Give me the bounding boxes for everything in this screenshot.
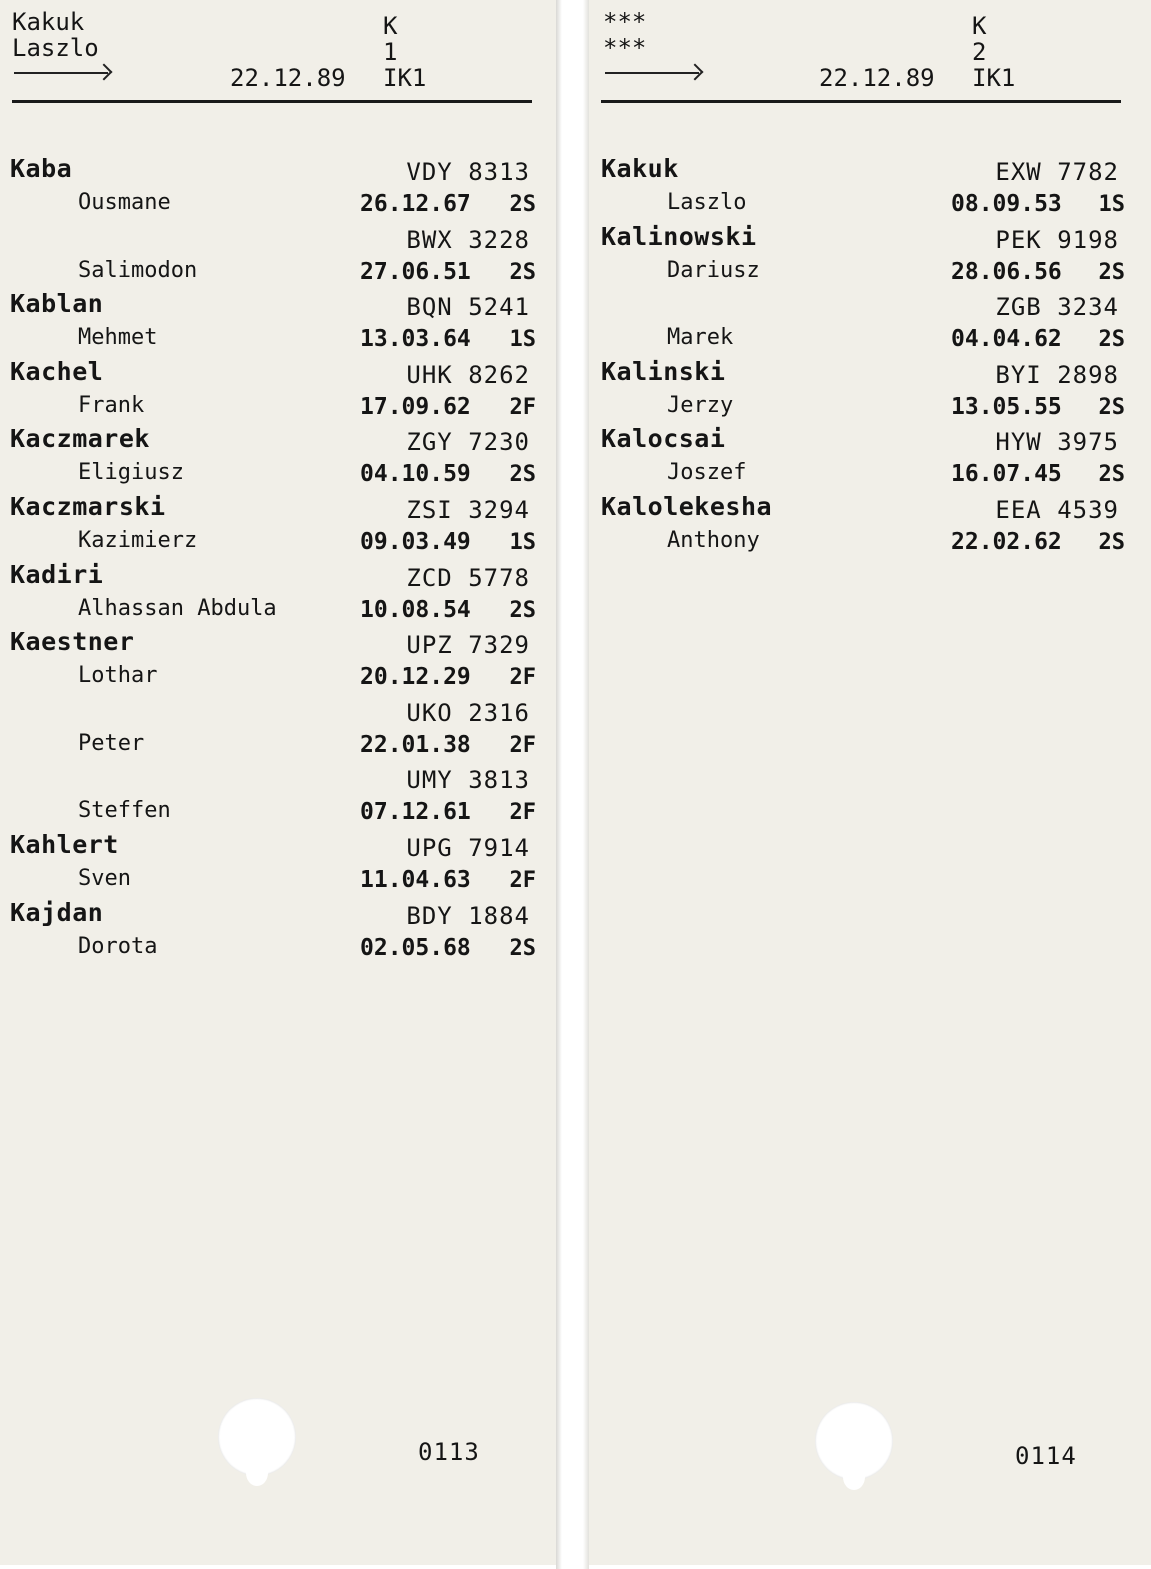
entry-given-name: Alhassan Abdula: [78, 595, 277, 621]
entry-plate-code: HYW 3975: [995, 428, 1119, 457]
entry-date: 10.08.54: [360, 596, 471, 623]
entry-given-name: Salimodon: [78, 257, 198, 283]
entry-surname: Kalolekesha: [601, 492, 773, 521]
entry-date: 28.06.56: [951, 258, 1062, 285]
header-letter: K: [383, 12, 398, 40]
entry-plate-code: EXW 7782: [995, 158, 1119, 186]
entry-surname: Kalocsai: [601, 424, 726, 454]
entry-plate-code: EEA 4539: [995, 496, 1119, 524]
entry-surname: Kajdan: [10, 897, 104, 927]
entry-given-name: Jerzy: [667, 392, 734, 418]
entry-surname: Kaczmarek: [10, 424, 150, 454]
entry-date: 13.05.55: [951, 393, 1062, 420]
header-name-line-2: Laszlo: [12, 34, 99, 62]
entry-surname: Kahlert: [10, 830, 119, 859]
entry-given-name: Lothar: [78, 663, 158, 689]
entry-date: 04.04.62: [951, 326, 1062, 353]
entry-surname: Kachel: [10, 356, 104, 386]
entry-plate-code: UPZ 7329: [406, 631, 530, 660]
card-number: 0114: [1015, 1442, 1077, 1470]
header-rule: [601, 100, 1121, 103]
header-number: 1: [383, 38, 398, 66]
entry-given-name: Dariusz: [667, 257, 760, 283]
entry-date: 04.10.59: [360, 461, 471, 488]
entry-plate-code: PEK 9198: [995, 225, 1119, 254]
entry-given-name: Joszef: [667, 460, 747, 486]
entry-given-name: Eligiusz: [78, 460, 184, 486]
entry-given-name: Marek: [667, 325, 734, 351]
entry-date: 26.12.67: [360, 191, 471, 217]
entry-plate-code: UKO 2316: [406, 698, 530, 727]
entry-class: 2S: [1098, 259, 1125, 285]
entry-plate-code: ZSI 3294: [406, 496, 530, 524]
entry-plate-code: BYI 2898: [995, 360, 1119, 389]
list-card-2: [589, 0, 1151, 1565]
entry-date: 08.09.53: [951, 191, 1062, 217]
entry-plate-code: ZGY 7230: [406, 428, 530, 457]
entry-plate-code: UMY 3813: [406, 766, 530, 795]
entry-given-name: Dorota: [78, 933, 158, 959]
entry-given-name: Sven: [78, 866, 131, 891]
entry-class: 1S: [509, 530, 536, 555]
entry-plate-code: UPG 7914: [406, 834, 530, 862]
header-number: 2: [972, 38, 987, 66]
entry-class: 2S: [1098, 394, 1125, 420]
entry-class: 2F: [509, 868, 536, 893]
entry-date: 13.03.64: [360, 326, 471, 353]
header-name-line-2: ***: [603, 34, 647, 62]
list-card-1: [0, 0, 556, 1565]
entry-given-name: Frank: [78, 392, 145, 418]
entry-given-name: Peter: [78, 730, 145, 756]
entry-class: 2S: [1098, 530, 1125, 555]
punch-hole: [218, 1398, 296, 1476]
entry-surname: Kalinowski: [601, 221, 757, 251]
entry-surname: Kakuk: [601, 154, 679, 183]
entry-date: 17.09.62: [360, 393, 471, 420]
entry-date: 16.07.45: [951, 461, 1062, 488]
entry-given-name: Ousmane: [78, 190, 171, 215]
entry-class: 2S: [1098, 462, 1125, 488]
entry-class: 2S: [509, 462, 536, 488]
entry-surname: Kalinski: [601, 356, 726, 386]
entry-surname: Kadiri: [10, 559, 104, 589]
header-rule: [12, 100, 532, 103]
entry-plate-code: VDY 8313: [406, 158, 530, 186]
entry-plate-code: ZGB 3234: [995, 293, 1119, 322]
punch-hole: [815, 1402, 893, 1480]
arrow-icon: [605, 72, 699, 74]
entry-plate-code: BWX 3228: [406, 225, 530, 254]
header-name-line-1: ***: [603, 8, 647, 36]
header-date: 22.12.89: [819, 64, 935, 92]
entry-date: 22.02.62: [951, 529, 1062, 555]
entry-given-name: Laszlo: [667, 190, 747, 215]
entry-surname: Kaestner: [10, 627, 135, 657]
entry-date: 07.12.61: [360, 799, 471, 826]
header-name-line-1: Kakuk: [12, 8, 85, 36]
card-number: 0113: [418, 1438, 480, 1466]
entry-class: 2S: [509, 597, 536, 623]
entry-surname: Kablan: [10, 289, 104, 319]
entry-plate-code: BQN 5241: [406, 293, 530, 322]
entry-class: 2S: [509, 259, 536, 285]
entry-class: 2F: [509, 665, 536, 691]
entry-class: 2S: [509, 935, 536, 961]
header-code: IK1: [972, 64, 1016, 92]
entry-plate-code: ZCD 5778: [406, 563, 530, 592]
entry-given-name: Steffen: [78, 798, 171, 824]
entry-given-name: Anthony: [667, 528, 760, 553]
entry-class: 2F: [509, 800, 536, 826]
entry-class: 1S: [509, 327, 536, 353]
entry-class: 2S: [509, 192, 536, 217]
header-letter: K: [972, 12, 987, 40]
entry-class: 2F: [509, 394, 536, 420]
entry-surname: Kaba: [10, 154, 73, 183]
entry-date: 11.04.63: [360, 867, 471, 893]
entry-class: 1S: [1098, 192, 1125, 217]
entry-given-name: Mehmet: [78, 325, 158, 351]
entry-date: 22.01.38: [360, 731, 471, 758]
card-gap: [556, 0, 589, 1569]
entry-surname: Kaczmarski: [10, 492, 166, 521]
entry-plate-code: BDY 1884: [406, 901, 530, 930]
arrow-icon: [14, 72, 108, 74]
entry-plate-code: UHK 8262: [406, 360, 530, 389]
header-code: IK1: [383, 64, 427, 92]
entry-date: 27.06.51: [360, 258, 471, 285]
entry-class: 2F: [509, 732, 536, 758]
entry-given-name: Kazimierz: [78, 528, 198, 553]
entry-date: 02.05.68: [360, 934, 471, 961]
header-date: 22.12.89: [230, 64, 346, 92]
entry-class: 2S: [1098, 327, 1125, 353]
entry-date: 20.12.29: [360, 664, 471, 691]
entry-date: 09.03.49: [360, 529, 471, 555]
